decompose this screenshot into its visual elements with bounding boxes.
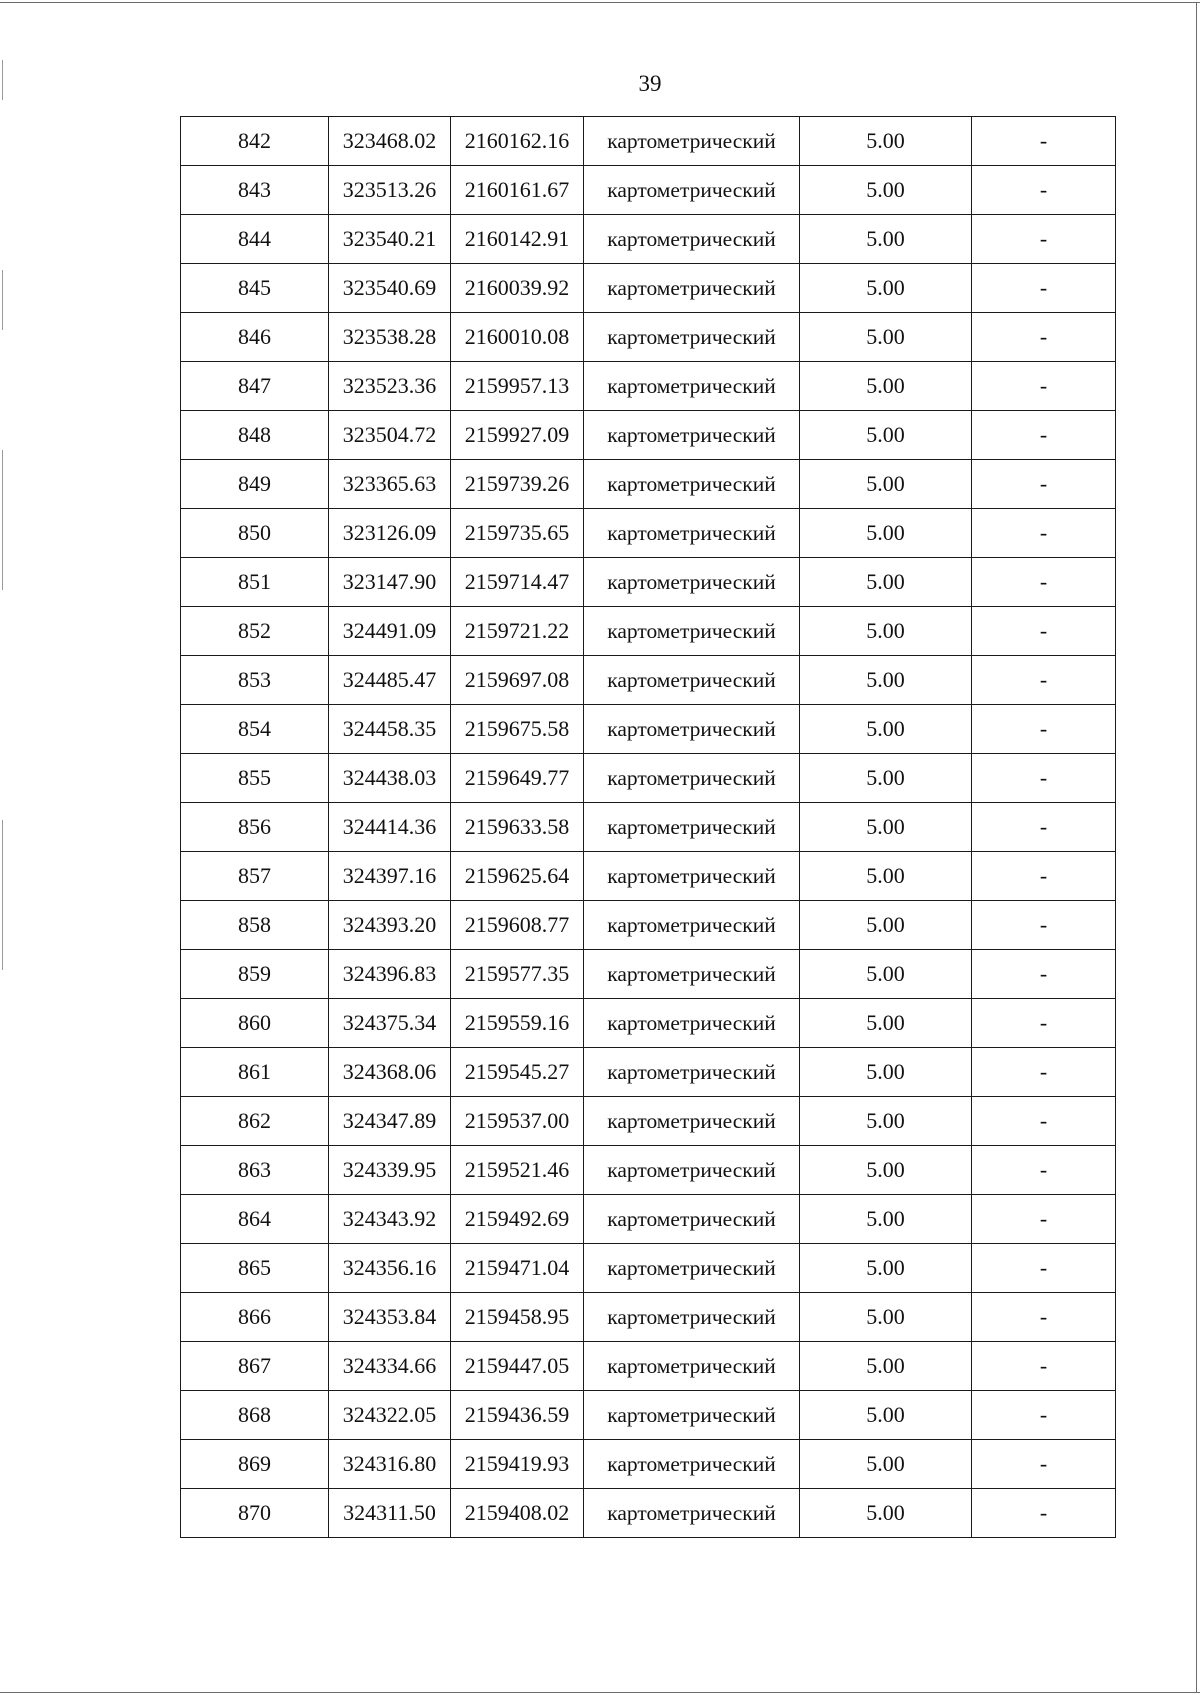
precision-cell: 5.00 xyxy=(800,460,972,509)
table-row xyxy=(181,117,1116,166)
table-row xyxy=(181,852,1116,901)
point-number-cell: 846 xyxy=(181,313,329,362)
point-number-cell: 855 xyxy=(181,754,329,803)
point-number-cell: 860 xyxy=(181,999,329,1048)
precision-cell: 5.00 xyxy=(800,705,972,754)
point-number-cell: 844 xyxy=(181,215,329,264)
point-number-cell: 851 xyxy=(181,558,329,607)
table-row xyxy=(181,558,1116,607)
point-number-cell: 848 xyxy=(181,411,329,460)
precision-cell: 5.00 xyxy=(800,852,972,901)
x-coordinate-cell: 323513.26 xyxy=(329,166,451,215)
method-cell: картометрический xyxy=(584,1097,800,1146)
scan-edge-mark xyxy=(2,450,3,590)
y-coordinate-cell: 2159675.58 xyxy=(451,705,584,754)
y-coordinate-cell: 2159537.00 xyxy=(451,1097,584,1146)
point-number-cell: 854 xyxy=(181,705,329,754)
y-coordinate-cell: 2159957.13 xyxy=(451,362,584,411)
y-coordinate-cell: 2159633.58 xyxy=(451,803,584,852)
method-cell: картометрический xyxy=(584,166,800,215)
precision-cell: 5.00 xyxy=(800,656,972,705)
precision-cell: 5.00 xyxy=(800,950,972,999)
method-cell: картометрический xyxy=(584,705,800,754)
extra-cell: - xyxy=(972,1244,1116,1293)
method-cell: картометрический xyxy=(584,509,800,558)
extra-cell: - xyxy=(972,1391,1116,1440)
x-coordinate-cell: 324438.03 xyxy=(329,754,451,803)
point-number-cell: 869 xyxy=(181,1440,329,1489)
y-coordinate-cell: 2159714.47 xyxy=(451,558,584,607)
y-coordinate-cell: 2160039.92 xyxy=(451,264,584,313)
x-coordinate-cell: 324375.34 xyxy=(329,999,451,1048)
x-coordinate-cell: 324491.09 xyxy=(329,607,451,656)
extra-cell: - xyxy=(972,1146,1116,1195)
table-row xyxy=(181,362,1116,411)
method-cell: картометрический xyxy=(584,313,800,362)
table-row xyxy=(181,999,1116,1048)
precision-cell: 5.00 xyxy=(800,1293,972,1342)
point-number-cell: 870 xyxy=(181,1489,329,1538)
x-coordinate-cell: 324397.16 xyxy=(329,852,451,901)
method-cell: картометрический xyxy=(584,1489,800,1538)
y-coordinate-cell: 2159471.04 xyxy=(451,1244,584,1293)
method-cell: картометрический xyxy=(584,852,800,901)
extra-cell: - xyxy=(972,1048,1116,1097)
method-cell: картометрический xyxy=(584,1146,800,1195)
x-coordinate-cell: 324393.20 xyxy=(329,901,451,950)
y-coordinate-cell: 2160161.67 xyxy=(451,166,584,215)
method-cell: картометрический xyxy=(584,607,800,656)
method-cell: картометрический xyxy=(584,264,800,313)
y-coordinate-cell: 2159721.22 xyxy=(451,607,584,656)
table-row xyxy=(181,509,1116,558)
table-row xyxy=(181,1391,1116,1440)
table-row xyxy=(181,1048,1116,1097)
table-row xyxy=(181,1146,1116,1195)
y-coordinate-cell: 2160142.91 xyxy=(451,215,584,264)
precision-cell: 5.00 xyxy=(800,1244,972,1293)
extra-cell: - xyxy=(972,1440,1116,1489)
precision-cell: 5.00 xyxy=(800,901,972,950)
table-row xyxy=(181,901,1116,950)
extra-cell: - xyxy=(972,117,1116,166)
extra-cell: - xyxy=(972,1097,1116,1146)
y-coordinate-cell: 2159447.05 xyxy=(451,1342,584,1391)
x-coordinate-cell: 324311.50 xyxy=(329,1489,451,1538)
method-cell: картометрический xyxy=(584,1342,800,1391)
precision-cell: 5.00 xyxy=(800,264,972,313)
x-coordinate-cell: 324343.92 xyxy=(329,1195,451,1244)
method-cell: картометрический xyxy=(584,999,800,1048)
table-row xyxy=(181,166,1116,215)
table-row xyxy=(181,1293,1116,1342)
coordinates-table-wrapper xyxy=(180,116,1115,1538)
method-cell: картометрический xyxy=(584,754,800,803)
extra-cell: - xyxy=(972,1342,1116,1391)
table-row xyxy=(181,1342,1116,1391)
method-cell: картометрический xyxy=(584,1440,800,1489)
extra-cell: - xyxy=(972,264,1116,313)
table-row xyxy=(181,705,1116,754)
scan-border-top xyxy=(0,2,1200,3)
point-number-cell: 852 xyxy=(181,607,329,656)
point-number-cell: 849 xyxy=(181,460,329,509)
point-number-cell: 842 xyxy=(181,117,329,166)
method-cell: картометрический xyxy=(584,411,800,460)
method-cell: картометрический xyxy=(584,901,800,950)
precision-cell: 5.00 xyxy=(800,1146,972,1195)
table-row xyxy=(181,1244,1116,1293)
extra-cell: - xyxy=(972,1195,1116,1244)
y-coordinate-cell: 2159521.46 xyxy=(451,1146,584,1195)
precision-cell: 5.00 xyxy=(800,558,972,607)
y-coordinate-cell: 2159739.26 xyxy=(451,460,584,509)
point-number-cell: 865 xyxy=(181,1244,329,1293)
y-coordinate-cell: 2159559.16 xyxy=(451,999,584,1048)
scan-border-right xyxy=(1196,2,1197,1692)
extra-cell: - xyxy=(972,411,1116,460)
table-body xyxy=(181,117,1116,1538)
precision-cell: 5.00 xyxy=(800,509,972,558)
y-coordinate-cell: 2159419.93 xyxy=(451,1440,584,1489)
extra-cell: - xyxy=(972,215,1116,264)
x-coordinate-cell: 324368.06 xyxy=(329,1048,451,1097)
y-coordinate-cell: 2159649.77 xyxy=(451,754,584,803)
precision-cell: 5.00 xyxy=(800,1391,972,1440)
x-coordinate-cell: 323126.09 xyxy=(329,509,451,558)
point-number-cell: 853 xyxy=(181,656,329,705)
precision-cell: 5.00 xyxy=(800,117,972,166)
precision-cell: 5.00 xyxy=(800,411,972,460)
y-coordinate-cell: 2159927.09 xyxy=(451,411,584,460)
extra-cell: - xyxy=(972,705,1116,754)
point-number-cell: 857 xyxy=(181,852,329,901)
table-row xyxy=(181,411,1116,460)
extra-cell: - xyxy=(972,362,1116,411)
extra-cell: - xyxy=(972,656,1116,705)
x-coordinate-cell: 324458.35 xyxy=(329,705,451,754)
precision-cell: 5.00 xyxy=(800,1342,972,1391)
precision-cell: 5.00 xyxy=(800,313,972,362)
coordinates-table xyxy=(180,116,1116,1538)
scan-edge-mark xyxy=(2,820,3,970)
precision-cell: 5.00 xyxy=(800,1489,972,1538)
point-number-cell: 867 xyxy=(181,1342,329,1391)
y-coordinate-cell: 2159408.02 xyxy=(451,1489,584,1538)
y-coordinate-cell: 2159735.65 xyxy=(451,509,584,558)
y-coordinate-cell: 2159492.69 xyxy=(451,1195,584,1244)
point-number-cell: 856 xyxy=(181,803,329,852)
point-number-cell: 858 xyxy=(181,901,329,950)
y-coordinate-cell: 2159697.08 xyxy=(451,656,584,705)
point-number-cell: 866 xyxy=(181,1293,329,1342)
y-coordinate-cell: 2160162.16 xyxy=(451,117,584,166)
point-number-cell: 859 xyxy=(181,950,329,999)
x-coordinate-cell: 324316.80 xyxy=(329,1440,451,1489)
scan-edge-mark xyxy=(2,270,3,330)
y-coordinate-cell: 2159436.59 xyxy=(451,1391,584,1440)
method-cell: картометрический xyxy=(584,1244,800,1293)
table-row xyxy=(181,754,1116,803)
point-number-cell: 862 xyxy=(181,1097,329,1146)
table-row xyxy=(181,803,1116,852)
point-number-cell: 850 xyxy=(181,509,329,558)
extra-cell: - xyxy=(972,1489,1116,1538)
x-coordinate-cell: 323468.02 xyxy=(329,117,451,166)
extra-cell: - xyxy=(972,509,1116,558)
precision-cell: 5.00 xyxy=(800,999,972,1048)
y-coordinate-cell: 2159458.95 xyxy=(451,1293,584,1342)
method-cell: картометрический xyxy=(584,1048,800,1097)
point-number-cell: 847 xyxy=(181,362,329,411)
extra-cell: - xyxy=(972,999,1116,1048)
table-row xyxy=(181,460,1116,509)
x-coordinate-cell: 323540.21 xyxy=(329,215,451,264)
x-coordinate-cell: 324353.84 xyxy=(329,1293,451,1342)
precision-cell: 5.00 xyxy=(800,1048,972,1097)
precision-cell: 5.00 xyxy=(800,1195,972,1244)
extra-cell: - xyxy=(972,1293,1116,1342)
extra-cell: - xyxy=(972,754,1116,803)
table-row xyxy=(181,264,1116,313)
table-row xyxy=(181,1097,1116,1146)
x-coordinate-cell: 324347.89 xyxy=(329,1097,451,1146)
table-row xyxy=(181,1195,1116,1244)
table-row xyxy=(181,313,1116,362)
table-row xyxy=(181,656,1116,705)
precision-cell: 5.00 xyxy=(800,754,972,803)
table-row xyxy=(181,215,1116,264)
extra-cell: - xyxy=(972,950,1116,999)
x-coordinate-cell: 324485.47 xyxy=(329,656,451,705)
x-coordinate-cell: 324396.83 xyxy=(329,950,451,999)
precision-cell: 5.00 xyxy=(800,803,972,852)
y-coordinate-cell: 2159545.27 xyxy=(451,1048,584,1097)
y-coordinate-cell: 2159608.77 xyxy=(451,901,584,950)
method-cell: картометрический xyxy=(584,460,800,509)
extra-cell: - xyxy=(972,803,1116,852)
x-coordinate-cell: 323523.36 xyxy=(329,362,451,411)
method-cell: картометрический xyxy=(584,950,800,999)
extra-cell: - xyxy=(972,558,1116,607)
table-row xyxy=(181,1440,1116,1489)
x-coordinate-cell: 324322.05 xyxy=(329,1391,451,1440)
extra-cell: - xyxy=(972,166,1116,215)
x-coordinate-cell: 323538.28 xyxy=(329,313,451,362)
point-number-cell: 861 xyxy=(181,1048,329,1097)
x-coordinate-cell: 323147.90 xyxy=(329,558,451,607)
method-cell: картометрический xyxy=(584,1391,800,1440)
extra-cell: - xyxy=(972,460,1116,509)
precision-cell: 5.00 xyxy=(800,362,972,411)
table-row xyxy=(181,607,1116,656)
precision-cell: 5.00 xyxy=(800,215,972,264)
x-coordinate-cell: 324414.36 xyxy=(329,803,451,852)
precision-cell: 5.00 xyxy=(800,607,972,656)
x-coordinate-cell: 323365.63 xyxy=(329,460,451,509)
precision-cell: 5.00 xyxy=(800,1440,972,1489)
y-coordinate-cell: 2159625.64 xyxy=(451,852,584,901)
extra-cell: - xyxy=(972,607,1116,656)
point-number-cell: 868 xyxy=(181,1391,329,1440)
precision-cell: 5.00 xyxy=(800,1097,972,1146)
method-cell: картометрический xyxy=(584,656,800,705)
point-number-cell: 863 xyxy=(181,1146,329,1195)
precision-cell: 5.00 xyxy=(800,166,972,215)
point-number-cell: 843 xyxy=(181,166,329,215)
method-cell: картометрический xyxy=(584,215,800,264)
extra-cell: - xyxy=(972,313,1116,362)
point-number-cell: 864 xyxy=(181,1195,329,1244)
method-cell: картометрический xyxy=(584,1195,800,1244)
method-cell: картометрический xyxy=(584,803,800,852)
x-coordinate-cell: 324356.16 xyxy=(329,1244,451,1293)
method-cell: картометрический xyxy=(584,117,800,166)
x-coordinate-cell: 323504.72 xyxy=(329,411,451,460)
extra-cell: - xyxy=(972,852,1116,901)
extra-cell: - xyxy=(972,901,1116,950)
point-number-cell: 845 xyxy=(181,264,329,313)
x-coordinate-cell: 324334.66 xyxy=(329,1342,451,1391)
method-cell: картометрический xyxy=(584,558,800,607)
x-coordinate-cell: 324339.95 xyxy=(329,1146,451,1195)
method-cell: картометрический xyxy=(584,362,800,411)
table-row xyxy=(181,950,1116,999)
y-coordinate-cell: 2160010.08 xyxy=(451,313,584,362)
y-coordinate-cell: 2159577.35 xyxy=(451,950,584,999)
table-row xyxy=(181,1489,1116,1538)
page-number: 39 xyxy=(638,71,662,96)
x-coordinate-cell: 323540.69 xyxy=(329,264,451,313)
scan-border-bottom xyxy=(0,1692,1200,1693)
method-cell: картометрический xyxy=(584,1293,800,1342)
